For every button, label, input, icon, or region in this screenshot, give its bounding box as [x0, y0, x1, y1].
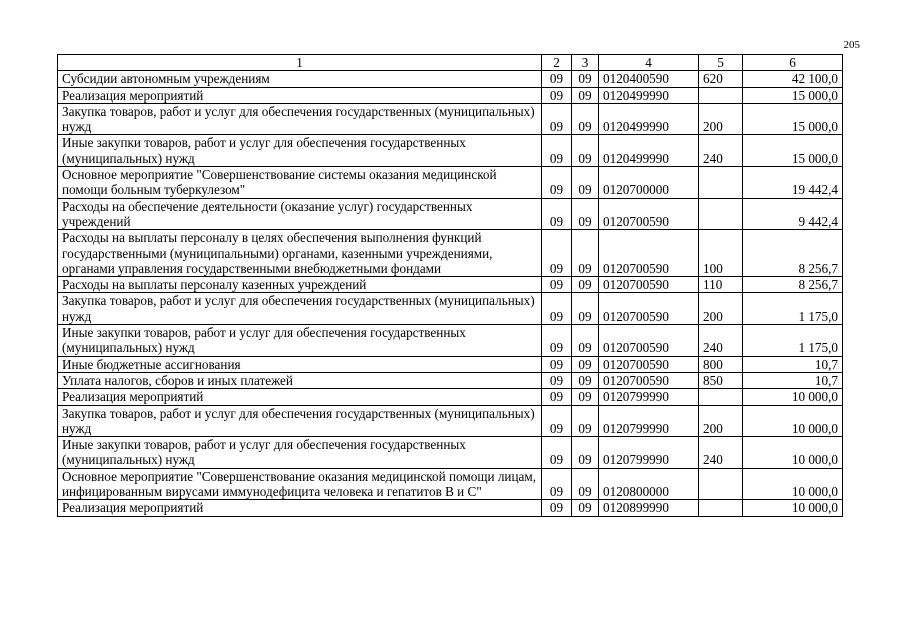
column-header: 4 — [599, 55, 699, 71]
budget-table — [57, 54, 843, 517]
section-code-cell: 09 — [542, 103, 572, 135]
row-name-cell: Закупка товаров, работ и услуг для обеспечения государственных (муниципальных) нужд — [58, 103, 542, 135]
subsection-code-cell: 09 — [572, 389, 599, 405]
amount-cell: 42 100,0 — [743, 71, 843, 87]
expense-type-cell: 850 — [699, 372, 743, 388]
amount-cell: 10,7 — [743, 372, 843, 388]
subsection-code-cell: 09 — [572, 356, 599, 372]
table-row — [58, 356, 843, 372]
subsection-code-cell: 09 — [572, 167, 599, 199]
target-article-cell: 0120799990 — [599, 405, 699, 437]
subsection-code-cell: 09 — [572, 277, 599, 293]
table-row — [58, 103, 843, 135]
section-code-cell: 09 — [542, 372, 572, 388]
table-row — [58, 87, 843, 103]
row-name-cell: Иные закупки товаров, работ и услуг для обеспечения государственных (муниципальных) нужд — [58, 437, 542, 469]
target-article-cell: 0120700590 — [599, 356, 699, 372]
amount-cell: 19 442,4 — [743, 167, 843, 199]
amount-cell: 10 000,0 — [743, 389, 843, 405]
section-code-cell: 09 — [542, 437, 572, 469]
expense-type-cell: 110 — [699, 277, 743, 293]
section-code-cell: 09 — [542, 167, 572, 199]
expense-type-cell: 240 — [699, 437, 743, 469]
target-article-cell: 0120499990 — [599, 103, 699, 135]
row-name-cell: Основное мероприятие "Совершенствование системы оказания медицинской помощи больным туберкулезом" — [58, 167, 542, 199]
expense-type-cell — [699, 87, 743, 103]
row-name-cell: Основное мероприятие "Совершенствование оказания медицинской помощи лицам, инфицированным вирусами иммунодефицита человека и гепатитов В и С" — [58, 468, 542, 500]
subsection-code-cell: 09 — [572, 230, 599, 277]
amount-cell: 9 442,4 — [743, 198, 843, 230]
subsection-code-cell: 09 — [572, 500, 599, 516]
target-article-cell: 0120799990 — [599, 389, 699, 405]
subsection-code-cell: 09 — [572, 87, 599, 103]
target-article-cell: 0120800000 — [599, 468, 699, 500]
section-code-cell: 09 — [542, 500, 572, 516]
table-row — [58, 468, 843, 500]
target-article-cell: 0120700590 — [599, 372, 699, 388]
amount-cell: 10 000,0 — [743, 468, 843, 500]
subsection-code-cell: 09 — [572, 71, 599, 87]
amount-cell: 10,7 — [743, 356, 843, 372]
target-article-cell: 0120899990 — [599, 500, 699, 516]
row-name-cell: Закупка товаров, работ и услуг для обеспечения государственных (муниципальных) нужд — [58, 293, 542, 325]
section-code-cell: 09 — [542, 198, 572, 230]
column-header: 5 — [699, 55, 743, 71]
section-code-cell: 09 — [542, 468, 572, 500]
section-code-cell: 09 — [542, 325, 572, 357]
column-header: 2 — [542, 55, 572, 71]
row-name-cell: Расходы на выплаты персоналу казенных учреждений — [58, 277, 542, 293]
table-row — [58, 372, 843, 388]
table-row — [58, 437, 843, 469]
amount-cell: 1 175,0 — [743, 325, 843, 357]
amount-cell: 10 000,0 — [743, 500, 843, 516]
table-row — [58, 389, 843, 405]
column-header: 1 — [58, 55, 542, 71]
target-article-cell: 0120400590 — [599, 71, 699, 87]
section-code-cell: 09 — [542, 71, 572, 87]
subsection-code-cell: 09 — [572, 103, 599, 135]
expense-type-cell — [699, 198, 743, 230]
section-code-cell: 09 — [542, 356, 572, 372]
table-row — [58, 277, 843, 293]
target-article-cell: 0120700000 — [599, 167, 699, 199]
expense-type-cell — [699, 389, 743, 405]
table-row — [58, 135, 843, 167]
expense-type-cell — [699, 468, 743, 500]
section-code-cell: 09 — [542, 293, 572, 325]
table-row — [58, 293, 843, 325]
amount-cell: 1 175,0 — [743, 293, 843, 325]
table-header-row — [58, 55, 843, 71]
section-code-cell: 09 — [542, 389, 572, 405]
amount-cell: 15 000,0 — [743, 87, 843, 103]
target-article-cell: 0120700590 — [599, 325, 699, 357]
expense-type-cell: 200 — [699, 405, 743, 437]
section-code-cell: 09 — [542, 135, 572, 167]
row-name-cell: Иные бюджетные ассигнования — [58, 356, 542, 372]
row-name-cell: Расходы на обеспечение деятельности (оказание услуг) государственных учреждений — [58, 198, 542, 230]
subsection-code-cell: 09 — [572, 437, 599, 469]
table-row — [58, 405, 843, 437]
row-name-cell: Субсидии автономным учреждениям — [58, 71, 542, 87]
table-row — [58, 230, 843, 277]
expense-type-cell: 800 — [699, 356, 743, 372]
target-article-cell: 0120799990 — [599, 437, 699, 469]
subsection-code-cell: 09 — [572, 198, 599, 230]
amount-cell: 10 000,0 — [743, 437, 843, 469]
row-name-cell: Иные закупки товаров, работ и услуг для обеспечения государственных (муниципальных) нужд — [58, 325, 542, 357]
target-article-cell: 0120700590 — [599, 230, 699, 277]
expense-type-cell: 240 — [699, 135, 743, 167]
section-code-cell: 09 — [542, 405, 572, 437]
column-header: 3 — [572, 55, 599, 71]
target-article-cell: 0120499990 — [599, 87, 699, 103]
row-name-cell: Закупка товаров, работ и услуг для обеспечения государственных (муниципальных) нужд — [58, 405, 542, 437]
row-name-cell: Реализация мероприятий — [58, 389, 542, 405]
table-row — [58, 198, 843, 230]
subsection-code-cell: 09 — [572, 405, 599, 437]
table-row — [58, 500, 843, 516]
target-article-cell: 0120700590 — [599, 277, 699, 293]
expense-type-cell — [699, 167, 743, 199]
row-name-cell: Иные закупки товаров, работ и услуг для обеспечения государственных (муниципальных) нужд — [58, 135, 542, 167]
table-row — [58, 167, 843, 199]
expense-type-cell: 240 — [699, 325, 743, 357]
expense-type-cell: 200 — [699, 293, 743, 325]
expense-type-cell: 620 — [699, 71, 743, 87]
section-code-cell: 09 — [542, 230, 572, 277]
column-header: 6 — [743, 55, 843, 71]
amount-cell: 10 000,0 — [743, 405, 843, 437]
amount-cell: 15 000,0 — [743, 135, 843, 167]
expense-type-cell: 100 — [699, 230, 743, 277]
row-name-cell: Расходы на выплаты персоналу в целях обеспечения выполнения функций государственными (муниципальными) органами, казенными учреждениями, органами управления государственными внебюджетными фондами — [58, 230, 542, 277]
row-name-cell: Реализация мероприятий — [58, 87, 542, 103]
amount-cell: 8 256,7 — [743, 230, 843, 277]
section-code-cell: 09 — [542, 277, 572, 293]
page-number: 205 — [843, 39, 860, 51]
amount-cell: 8 256,7 — [743, 277, 843, 293]
subsection-code-cell: 09 — [572, 372, 599, 388]
subsection-code-cell: 09 — [572, 293, 599, 325]
section-code-cell: 09 — [542, 87, 572, 103]
expense-type-cell — [699, 500, 743, 516]
expense-type-cell: 200 — [699, 103, 743, 135]
table-row — [58, 325, 843, 357]
row-name-cell: Реализация мероприятий — [58, 500, 542, 516]
amount-cell: 15 000,0 — [743, 103, 843, 135]
table-row — [58, 71, 843, 87]
target-article-cell: 0120499990 — [599, 135, 699, 167]
row-name-cell: Уплата налогов, сборов и иных платежей — [58, 372, 542, 388]
subsection-code-cell: 09 — [572, 468, 599, 500]
subsection-code-cell: 09 — [572, 135, 599, 167]
target-article-cell: 0120700590 — [599, 198, 699, 230]
subsection-code-cell: 09 — [572, 325, 599, 357]
target-article-cell: 0120700590 — [599, 293, 699, 325]
